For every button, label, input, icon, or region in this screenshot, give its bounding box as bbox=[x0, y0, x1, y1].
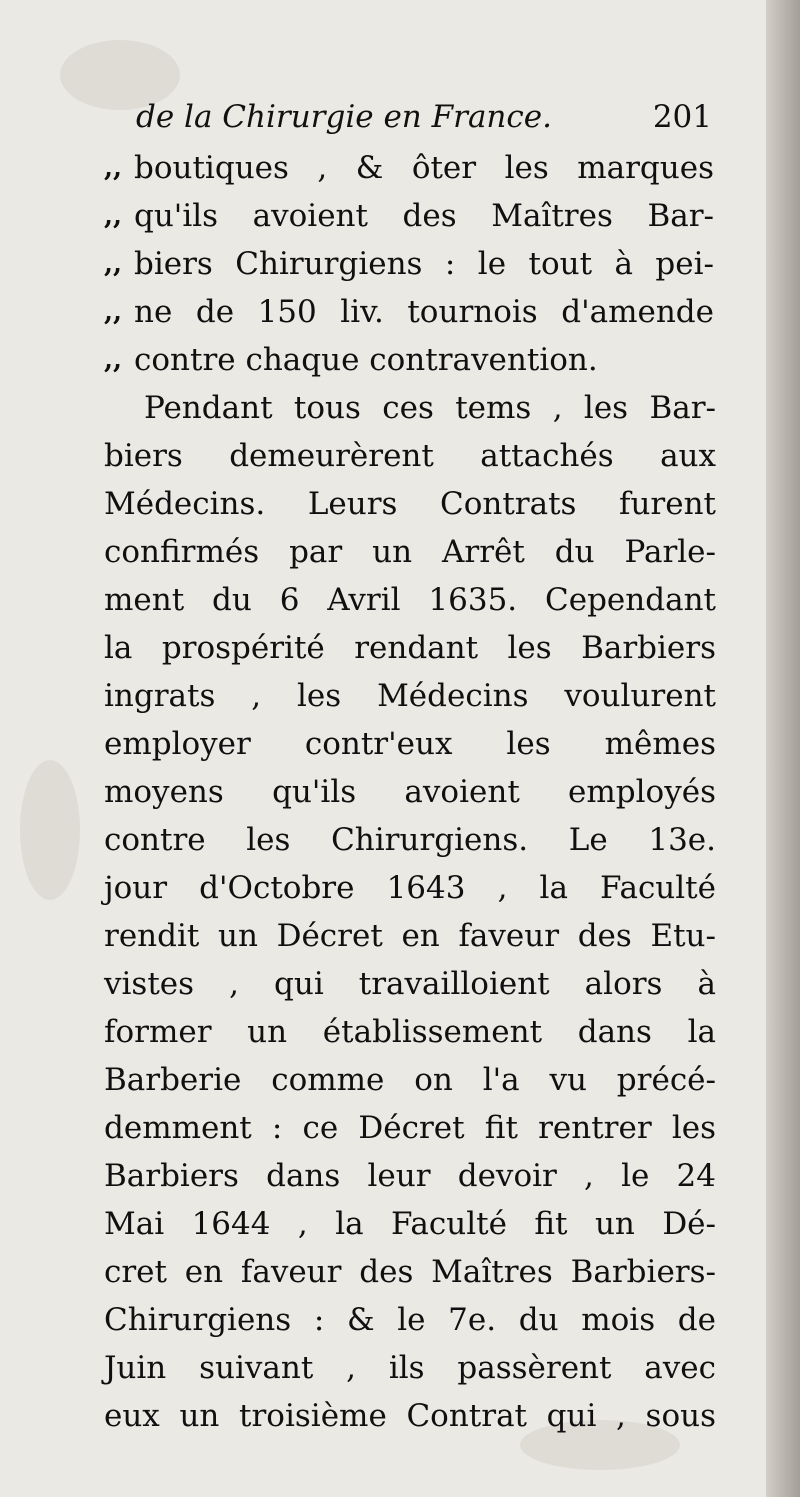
text-line: employer contr'eux les mêmes bbox=[104, 726, 716, 762]
text-line: Médecins. Leurs Contrats furent bbox=[104, 486, 716, 522]
text-line: confirmés par un Arrêt du Parle- bbox=[104, 534, 716, 570]
text-line: Chirurgiens : & le 7e. du mois de bbox=[104, 1302, 716, 1338]
quote-mark: ,, bbox=[104, 345, 123, 375]
page-header bbox=[136, 92, 712, 142]
paper-stain bbox=[20, 760, 80, 900]
quote-mark: ,, bbox=[104, 249, 123, 279]
text-line: contre chaque contravention. bbox=[134, 342, 598, 378]
text-line: jour d'Octobre 1643 , la Faculté bbox=[104, 870, 716, 906]
page-number: 201 bbox=[652, 99, 712, 135]
quote-mark: ,, bbox=[104, 153, 123, 183]
text-line: ne de 150 liv. tournois d'amende bbox=[134, 294, 714, 330]
text-line: vistes , qui travailloient alors à bbox=[104, 966, 716, 1002]
text-line: former un établissement dans la bbox=[104, 1014, 716, 1050]
running-title: de la Chirurgie en France. bbox=[136, 99, 552, 135]
text-line: moyens qu'ils avoient employés bbox=[104, 774, 716, 810]
text-line: boutiques , & ôter les marques bbox=[134, 150, 714, 186]
quote-mark: ,, bbox=[104, 201, 123, 231]
page-edge-shadow bbox=[766, 0, 800, 1497]
text-line: Barbiers dans leur devoir , le 24 bbox=[104, 1158, 716, 1194]
text-line: eux un troisième Contrat qui , sous bbox=[104, 1398, 716, 1434]
text-line: biers Chirurgiens : le tout à pei- bbox=[134, 246, 714, 282]
text-line: Mai 1644 , la Faculté fit un Dé- bbox=[104, 1206, 716, 1242]
text-line: demment : ce Décret fit rentrer les bbox=[104, 1110, 716, 1146]
text-line: qu'ils avoient des Maîtres Bar- bbox=[134, 198, 714, 234]
text-line: contre les Chirurgiens. Le 13e. bbox=[104, 822, 716, 858]
text-line: rendit un Décret en faveur des Etu- bbox=[104, 918, 716, 954]
quote-mark: ,, bbox=[104, 297, 123, 327]
text-line: Pendant tous ces tems , les Bar- bbox=[144, 390, 716, 426]
text-line: biers demeurèrent attachés aux bbox=[104, 438, 716, 474]
text-line: ingrats , les Médecins voulurent bbox=[104, 678, 716, 714]
text-line: cret en faveur des Maîtres Barbiers- bbox=[104, 1254, 716, 1290]
text-line: la prospérité rendant les Barbiers bbox=[104, 630, 716, 666]
text-line: Juin suivant , ils passèrent avec bbox=[104, 1350, 716, 1386]
text-line: Barberie comme on l'a vu précé- bbox=[104, 1062, 716, 1098]
text-line: ment du 6 Avril 1635. Cependant bbox=[104, 582, 716, 618]
